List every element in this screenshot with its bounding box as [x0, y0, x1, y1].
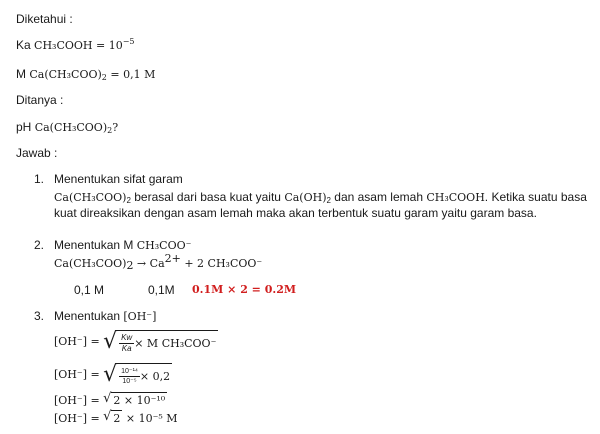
diketahui-label: Diketahui : [16, 12, 73, 26]
molarity-given [16, 66, 155, 83]
step-3-number: 3. [34, 309, 45, 323]
oh-eq-3: [OH⁻] = √ 2 × 10⁻¹⁰ [54, 391, 166, 408]
conc-col-1: 0,1 M [74, 283, 105, 297]
ph-prefix: pH [16, 120, 32, 134]
step-2-title: Menentukan M CH₃COO⁻ [54, 238, 192, 252]
oh-eq-2: [OH⁻] = √ $\frac{\text{10⁻¹⁴}}{\text{10⁻⁵}}$ × 0,2 [54, 362, 171, 387]
ka-prefix: Ka [16, 38, 31, 52]
step-3-title: Menentukan [OH⁻] [54, 309, 157, 323]
jawab-label: Jawab : [16, 146, 58, 160]
step-1-line-2: kuat direaksikan dengan asam lemah maka akan terbentuk suatu garam yaitu garam basa. [54, 206, 537, 220]
sqrt-2: √ 2 [103, 409, 121, 426]
step-2-equation: $Ca(CH_3COO)_2 \to Ca^{2+} + 2$ CH₃COO⁻ [54, 252, 263, 272]
conc-col-2: 0,1M [148, 283, 175, 297]
kw-over-ka-numeric: $\frac{\text{10⁻¹⁴}}{\text{10⁻⁵}}$ [121, 368, 138, 385]
sqrt-numeric: √ $\frac{\text{10⁻¹⁴}}{\text{10⁻⁵}}$ × 0,2 [103, 362, 171, 387]
step-1-number: 1. [34, 172, 45, 186]
conc-col-3-highlight: 0.1M × 2 = 0.2M [192, 283, 297, 296]
step-1-line-1: $Ca(CH_3COO)_2$ berasal dari basa kuat yaitu $Ca(OH)_2$ dan asam lemah CH₃COOH. Ketika suatu basa [54, 190, 587, 205]
ka-expression: CH₃COOH = $10^{-5}$ [34, 37, 135, 52]
m-expression: $Ca(CH_3COO)_2 = 0,1$ M [29, 68, 156, 82]
kw-over-ka: $\frac{Kw}{Ka}$ [121, 333, 133, 353]
step-2-number: 2. [34, 238, 45, 252]
ditanya-label: Ditanya : [16, 93, 64, 107]
sqrt-2e-10: √ 2 × 10⁻¹⁰ [103, 391, 166, 408]
step-1-title: Menentukan sifat garam [54, 172, 183, 186]
ph-expression: $Ca(CH_3COO)_2$? [34, 121, 119, 135]
sqrt-kw-ka: √ $\frac{Kw}{Ka}$ × M CH₃COO⁻ [103, 329, 217, 354]
ph-question [16, 119, 118, 136]
oh-eq-4: [OH⁻] = √ 2 × 10⁻⁵ M [54, 409, 178, 426]
ka-given [16, 37, 135, 54]
oh-eq-1: [OH⁻] = √ $\frac{Kw}{Ka}$ × M CH₃COO⁻ [54, 329, 217, 354]
m-prefix: M [16, 67, 26, 81]
